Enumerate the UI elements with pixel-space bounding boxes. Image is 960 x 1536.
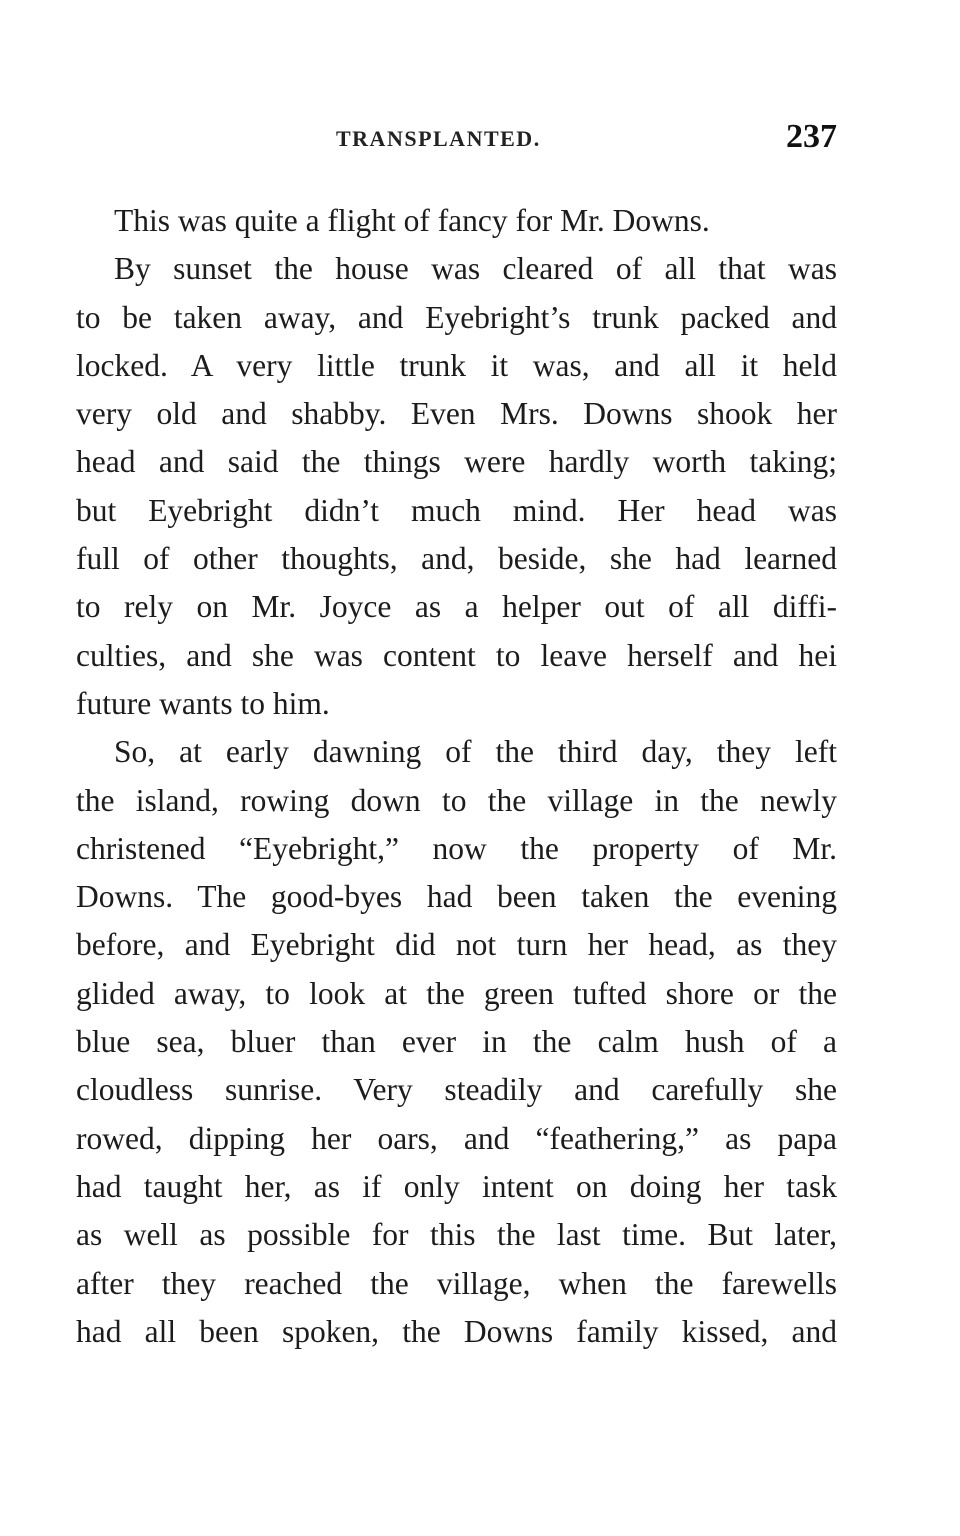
- text-line: but Eyebright didn’t much mind. Her head was: [76, 492, 837, 528]
- running-title: TRANSPLANTED.: [336, 126, 541, 151]
- text-line: head and said the things were hardly worth taking;: [76, 444, 837, 480]
- text-line: blue sea, bluer than ever in the calm hush of a: [76, 1024, 837, 1060]
- text-line: locked. A very little trunk it was, and all it held: [76, 347, 837, 383]
- text-line: very old and shabby. Even Mrs. Downs shook her: [76, 396, 837, 432]
- text-line: glided away, to look at the green tufted shore or the: [76, 975, 837, 1011]
- text-line: to be taken away, and Eyebright’s trunk packed and: [76, 299, 837, 335]
- text-line: rowed, dipping her oars, and “feathering,” as papa: [76, 1120, 837, 1156]
- text-line: full of other thoughts, and, beside, she had learned: [76, 541, 837, 577]
- text-line: christened “Eyebright,” now the property of Mr.: [76, 830, 837, 866]
- text-line: future wants to him.: [76, 685, 330, 721]
- text-line: Downs. The good-byes had been taken the evening: [76, 879, 837, 915]
- text-line: By sunset the house was cleared of all that was: [114, 251, 837, 287]
- text-line: culties, and she was content to leave herself and hei: [76, 637, 837, 673]
- page-number: 237: [786, 118, 837, 155]
- text-line: after they reached the village, when the farewells: [76, 1265, 837, 1301]
- text-line: This was quite a flight of fancy for Mr. Downs.: [114, 203, 710, 238]
- text-line: had all been spoken, the Downs family kissed, and: [76, 1313, 837, 1349]
- text-line: to rely on Mr. Joyce as a helper out of all diffi-: [76, 589, 837, 625]
- text-line: cloudless sunrise. Very steadily and carefully she: [76, 1072, 837, 1108]
- text-line: had taught her, as if only intent on doing her task: [76, 1168, 837, 1204]
- body-text: [76, 197, 837, 1356]
- text-line: So, at early dawning of the third day, they left: [114, 734, 837, 770]
- running-head: [0, 118, 960, 158]
- text-line: the island, rowing down to the village in the newly: [76, 782, 837, 818]
- text-line: as well as possible for this the last time. But later,: [76, 1217, 837, 1253]
- text-line: before, and Eyebright did not turn her head, as they: [76, 927, 837, 963]
